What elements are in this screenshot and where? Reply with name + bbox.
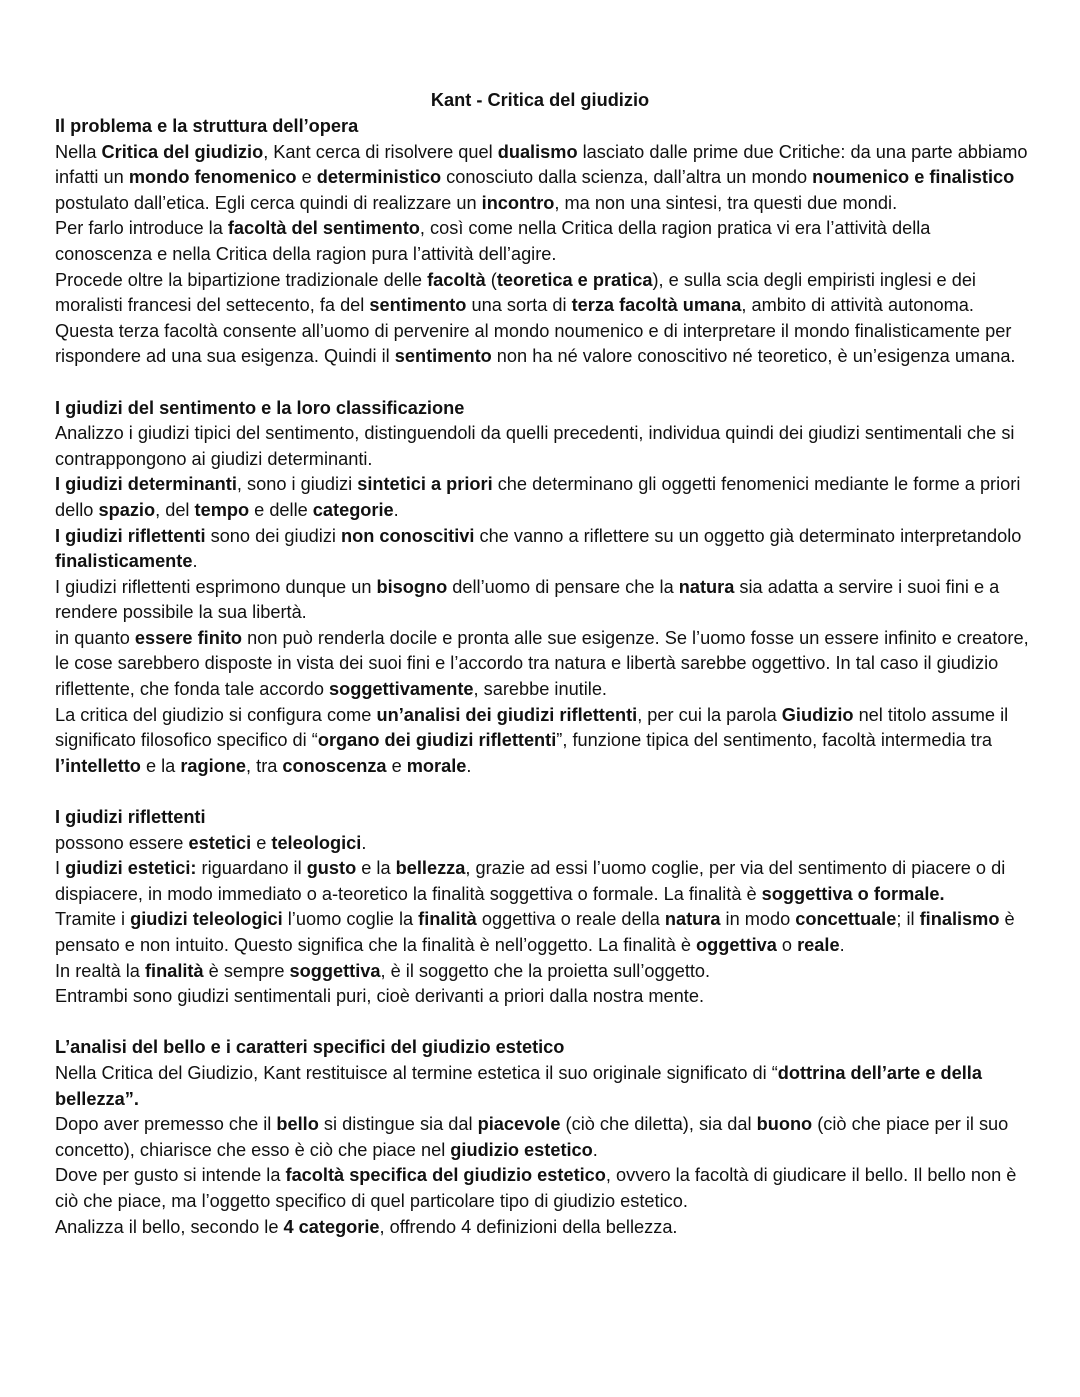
bold-text: organo dei giudizi riflettenti bbox=[317, 730, 557, 751]
paragraph bbox=[55, 1112, 1030, 1163]
text-run: o bbox=[776, 935, 798, 955]
text-run: I bbox=[55, 858, 66, 879]
bold-text: soggettivamente bbox=[329, 679, 474, 700]
bold-text: soggettiva o formale. bbox=[761, 883, 945, 904]
text-run: ; il bbox=[896, 909, 920, 930]
bold-text: estetici bbox=[188, 832, 252, 853]
text-run: sono dei giudizi bbox=[205, 525, 342, 546]
text-run: in quanto bbox=[55, 627, 135, 648]
text-run: sia adatta a servire i suoi fini e a rendere possibile la sua libertà. bbox=[55, 576, 1000, 623]
text-run: , del bbox=[155, 499, 195, 520]
bold-text: teleologici bbox=[271, 832, 362, 853]
text-run: lasciato dalle prime due Critiche: da una parte abbiamo infatti un bbox=[55, 141, 1028, 188]
bold-text: sentimento bbox=[394, 346, 492, 367]
text-run: Procede oltre la bipartizione tradizionale delle bbox=[55, 269, 428, 290]
bold-text: gusto bbox=[306, 858, 357, 879]
bold-text: oggettiva bbox=[696, 935, 777, 955]
bold-text: categorie bbox=[312, 499, 394, 520]
text-run: , tra bbox=[246, 755, 283, 776]
text-run: (ciò che piace per il suo concetto), chiarisce che esso è ciò che piace nel bbox=[55, 1114, 1009, 1160]
bold-text: facoltà specifica del giudizio estetico bbox=[285, 1165, 606, 1186]
text-run: (ciò che diletta), sia dal bbox=[560, 1114, 757, 1135]
text-run: non può renderla docile e pronta alle sue esigenze. Se l’uomo fosse un essere infinito e creatore, le cose sarebbero disposte in vista dei suoi fini e l’accordo tra natura e libertà sarebbe oggettivo. In tal caso il giudizio riflettente, che fonda tale accordo bbox=[55, 627, 1029, 700]
bold-text: un’analisi dei giudizi riflettenti bbox=[376, 704, 638, 725]
bold-text: 4 categorie bbox=[283, 1216, 380, 1237]
document-title: Kant - Critica del giudizio bbox=[430, 90, 650, 110]
bold-text: concettuale bbox=[795, 909, 897, 930]
bold-text: finalismo bbox=[919, 909, 1000, 930]
bold-text: reale bbox=[797, 935, 840, 955]
bold-text: finalisticamente bbox=[55, 551, 193, 572]
section-heading: Il problema e la struttura dell’opera bbox=[55, 116, 359, 136]
paragraph bbox=[55, 907, 1030, 958]
text-run: . bbox=[393, 499, 399, 520]
text-run: Nella Critica del Giudizio, Kant restituisce al termine estetica il suo originale significato di “ bbox=[55, 1062, 778, 1083]
text-run: conosciuto dalla scienza, dall’altra un mondo bbox=[441, 167, 813, 188]
paragraph bbox=[55, 626, 1030, 703]
bold-text: bisogno bbox=[376, 576, 448, 597]
bold-text: teoretica e pratica bbox=[496, 269, 653, 290]
text-run: si distingue sia dal bbox=[318, 1114, 478, 1135]
bold-text: essere finito bbox=[134, 627, 243, 648]
text-run: . bbox=[592, 1139, 598, 1160]
text-run: l’uomo coglie la bbox=[282, 909, 419, 930]
text-run: . bbox=[361, 832, 367, 853]
paragraph bbox=[55, 524, 1030, 575]
bold-text: finalità bbox=[144, 960, 204, 981]
bold-text: giudizi teleologici bbox=[130, 909, 283, 930]
paragraph bbox=[55, 984, 1030, 1010]
bold-text: incontro bbox=[481, 192, 555, 213]
bold-text: spazio bbox=[98, 499, 156, 520]
bold-text: morale bbox=[406, 755, 467, 776]
text-run: Dove per gusto si intende la bbox=[55, 1165, 286, 1186]
paragraph bbox=[55, 831, 1030, 857]
bold-text: non conoscitivi bbox=[341, 525, 475, 546]
text-run: che determinano gli oggetti fenomenici mediante le forme a priori dello bbox=[55, 474, 1021, 520]
section-gap bbox=[55, 779, 1030, 805]
text-run: . bbox=[192, 551, 198, 572]
text-run: che vanno a riflettere su un oggetto già determinato interpretandolo bbox=[474, 525, 1022, 546]
section-gap bbox=[55, 1010, 1030, 1036]
bold-text: facoltà del sentimento bbox=[227, 218, 420, 239]
text-run: possono essere bbox=[55, 832, 189, 853]
text-run: e delle bbox=[249, 499, 313, 520]
text-run: dell’uomo di pensare che la bbox=[447, 576, 679, 597]
text-run: , Kant cerca di risolvere quel bbox=[263, 141, 498, 162]
text-run: Per farlo introduce la bbox=[55, 218, 228, 239]
text-run: oggettiva o reale della bbox=[476, 909, 665, 930]
text-run: , sarebbe inutile. bbox=[473, 679, 607, 700]
paragraph bbox=[55, 575, 1030, 626]
text-run: ( bbox=[485, 269, 497, 290]
bold-text: mondo fenomenico bbox=[128, 167, 297, 188]
text-run: , grazie ad essi l’uomo coglie, per via del sentimento di piacere o di dispiacere, in modo immediato o a-teoretico la finalità soggettiva o formale. La finalità è bbox=[55, 858, 1006, 904]
paragraph bbox=[55, 703, 1030, 780]
text-run: ”, funzione tipica del sentimento, facoltà intermedia tra bbox=[556, 730, 993, 751]
text-run: e bbox=[296, 167, 317, 188]
section-heading: I giudizi riflettenti bbox=[55, 807, 206, 828]
text-run: , offrendo 4 definizioni della bellezza. bbox=[379, 1216, 678, 1237]
text-run: postulato dall’etica. Egli cerca quindi di realizzare un bbox=[55, 192, 482, 213]
text-run: Analizza il bello, secondo le bbox=[55, 1216, 284, 1237]
bold-text: l’intelletto bbox=[55, 755, 141, 776]
bold-text: facoltà bbox=[427, 269, 486, 290]
bold-text: deterministico bbox=[316, 167, 442, 188]
bold-text: giudizio estetico bbox=[450, 1139, 593, 1160]
text-run: Nella bbox=[55, 141, 102, 162]
text-run: è sempre bbox=[203, 960, 290, 981]
bold-text: dottrina dell’arte e della bellezza”. bbox=[55, 1062, 982, 1109]
bold-text: finalità bbox=[418, 909, 477, 930]
section-heading: I giudizi del sentimento e la loro classificazione bbox=[55, 397, 465, 418]
text-run: , ambito di attività autonoma. bbox=[741, 295, 974, 316]
text-run: , ovvero la facoltà di giudicare il bello. Il bello non è ciò che piace, ma l’oggetto specifico di quel particolare tipo di giudizio estetico. bbox=[55, 1165, 1017, 1211]
paragraph bbox=[55, 140, 1030, 217]
bold-text: giudizi estetici: bbox=[65, 858, 197, 879]
text-run: in modo bbox=[720, 909, 796, 930]
bold-text: dualismo bbox=[497, 141, 578, 162]
paragraph bbox=[55, 1061, 1030, 1112]
bold-text: bellezza bbox=[395, 858, 466, 879]
text-run: e bbox=[386, 755, 407, 776]
text-run: I giudizi riflettenti esprimono dunque un bbox=[55, 576, 377, 597]
bold-text: soggettiva bbox=[289, 960, 381, 981]
bold-text: natura bbox=[678, 576, 735, 597]
text-run: è pensato e non intuito. Questo significa che la finalità è nell’oggetto. La finalità è bbox=[55, 909, 1015, 955]
text-run: , ma non una sintesi, tra questi due mondi. bbox=[554, 192, 898, 213]
bold-text: tempo bbox=[194, 499, 250, 520]
bold-text: Critica del giudizio bbox=[101, 141, 264, 162]
text-run: , per cui la parola bbox=[637, 704, 782, 725]
paragraph bbox=[55, 472, 1030, 523]
bold-text: piacevole bbox=[477, 1114, 561, 1135]
paragraph bbox=[55, 216, 1030, 267]
document-body bbox=[55, 114, 1030, 1240]
bold-text: I giudizi determinanti bbox=[55, 474, 237, 495]
text-run: In realtà la bbox=[55, 960, 145, 981]
paragraph bbox=[55, 1215, 1030, 1241]
paragraph bbox=[55, 268, 1030, 319]
text-run: . bbox=[466, 755, 472, 776]
bold-text: natura bbox=[664, 909, 721, 930]
paragraph bbox=[55, 856, 1030, 907]
bold-text: buono bbox=[756, 1114, 813, 1135]
bold-text: noumenico e finalistico bbox=[812, 167, 1015, 188]
text-run: , così come nella Critica della ragion pratica vi era l’attività della conoscenza e nella Critica della ragion pura l’attività dell’agire. bbox=[55, 218, 931, 264]
text-run: . bbox=[839, 935, 845, 955]
text-run: nel titolo assume il significato filosofico specifico di “ bbox=[55, 704, 1009, 751]
text-run: Dopo aver premesso che il bbox=[55, 1114, 277, 1135]
text-run: riguardano il bbox=[196, 858, 307, 879]
paragraph bbox=[55, 319, 1030, 370]
text-run: e la bbox=[140, 755, 181, 776]
text-run: , sono i giudizi bbox=[236, 474, 358, 495]
bold-text: conoscenza bbox=[282, 755, 387, 776]
bold-text: sintetici a priori bbox=[357, 474, 493, 495]
paragraph bbox=[55, 1163, 1030, 1214]
text-run: Tramite i bbox=[55, 909, 131, 930]
bold-text: terza facoltà umana bbox=[571, 295, 742, 316]
bold-text: I giudizi riflettenti bbox=[55, 525, 206, 546]
bold-text: bello bbox=[276, 1114, 319, 1135]
text-run: , è il soggetto che la proietta sull’oggetto. bbox=[380, 960, 711, 981]
text-run: Questa terza facoltà consente all’uomo di pervenire al mondo noumenico e di interpretare il mondo finalisticamente per rispondere ad una sua esigenza. Quindi il bbox=[55, 320, 1012, 367]
text-run: La critica del giudizio si configura come bbox=[55, 704, 377, 725]
text-run: e bbox=[251, 832, 272, 853]
text-run: una sorta di bbox=[466, 295, 572, 316]
paragraph bbox=[55, 421, 1030, 472]
text-run: Analizzo i giudizi tipici del sentimento, distinguendoli da quelli precedenti, individua quindi dei giudizi sentimentali che si contrappongono ai giudizi determinanti. bbox=[55, 423, 1015, 469]
text-run: ), e sulla scia degli empiristi inglesi e dei moralisti francesi del settecento, fa del bbox=[55, 269, 976, 316]
paragraph bbox=[55, 959, 1030, 985]
text-run: non ha né valore conoscitivo né teoretico, è un’esigenza umana. bbox=[491, 346, 1016, 367]
section-gap bbox=[55, 370, 1030, 396]
section-heading: L’analisi del bello e i caratteri specifici del giudizio estetico bbox=[55, 1037, 565, 1058]
text-run: e la bbox=[356, 858, 396, 879]
bold-text: Giudizio bbox=[781, 704, 854, 725]
text-run: Entrambi sono giudizi sentimentali puri, cioè derivanti a priori dalla nostra mente. bbox=[55, 986, 705, 1007]
bold-text: ragione bbox=[180, 755, 247, 776]
bold-text: sentimento bbox=[369, 295, 467, 316]
